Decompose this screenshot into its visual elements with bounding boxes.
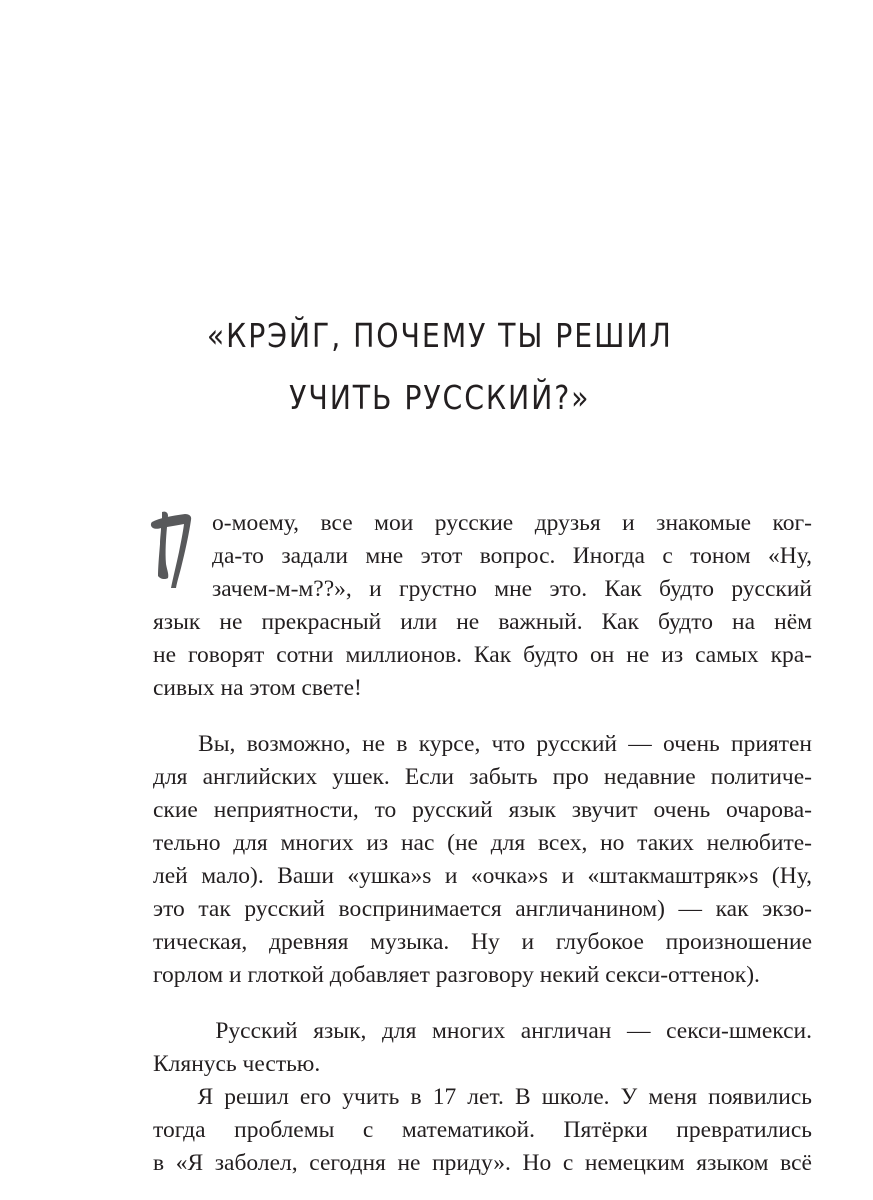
paragraph-2-line-3: ские неприятности, то русский язык звучит очень очарова- (153, 797, 812, 823)
paragraph-1-line-2: да-то задали мне этот вопрос. Иногда с тоном «Ну, (212, 543, 812, 569)
paragraph-1-line-4: язык не прекрасный или не важный. Как будто на нём (153, 609, 812, 635)
paragraph-3-line-1: Русский язык, для многих англичан — секси-шмекси. (153, 1018, 812, 1044)
paragraph-3-line-2: Клянусь честью. (153, 1051, 321, 1077)
paragraph-2-line-6: это так русский воспринимается англичанином) — как экзо- (153, 896, 812, 922)
paragraph-2-line-8: горлом и глоткой добавляет разговору некий секси-оттенок). (153, 962, 760, 988)
paragraph-4-line-2: тогда проблемы с математикой. Пятёрки превратились (153, 1117, 812, 1143)
chapter-title-line-2: УЧИТЬ РУССКИЙ?» (289, 378, 591, 417)
chapter-title (64, 305, 815, 429)
paragraph-2-line-5: лей мало). Ваши «ушка»s и «очка»s и «штакмаштряк»s (Ну, (153, 863, 812, 889)
paragraph-2-line-1: Вы, возможно, не в курсе, что русский — очень приятен (153, 731, 812, 757)
paragraph-2-line-4: тельно для многих из нас (не для всех, но таких нелюбите- (153, 830, 812, 856)
paragraph-1-line-1: о-моему, все мои русские друзья и знакомые ког- (212, 510, 812, 536)
paragraph-1-line-6: сивых на этом свете! (153, 675, 362, 701)
paragraph-2-line-7: тическая, древняя музыка. Ну и глубокое произношение (153, 929, 812, 955)
paragraph-4-line-1: Я решил его учить в 17 лет. В школе. У меня появились (153, 1084, 812, 1110)
dropcap-letter-icon (149, 508, 195, 590)
paragraph-1-line-3: зачем-м-м??», и грустно мне это. Как будто русский (212, 576, 812, 602)
paragraph-2-line-2: для английских ушек. Если забыть про недавние политиче- (153, 764, 812, 790)
chapter-title-line-1: «КРЭЙГ, ПОЧЕМУ ТЫ РЕШИЛ (206, 316, 673, 355)
paragraph-4-line-3: в «Я заболел, сегодня не приду». Но с немецким языком всё (153, 1150, 812, 1176)
paragraph-1-line-5: не говорят сотни миллионов. Как будто он не из самых кра- (153, 642, 812, 668)
